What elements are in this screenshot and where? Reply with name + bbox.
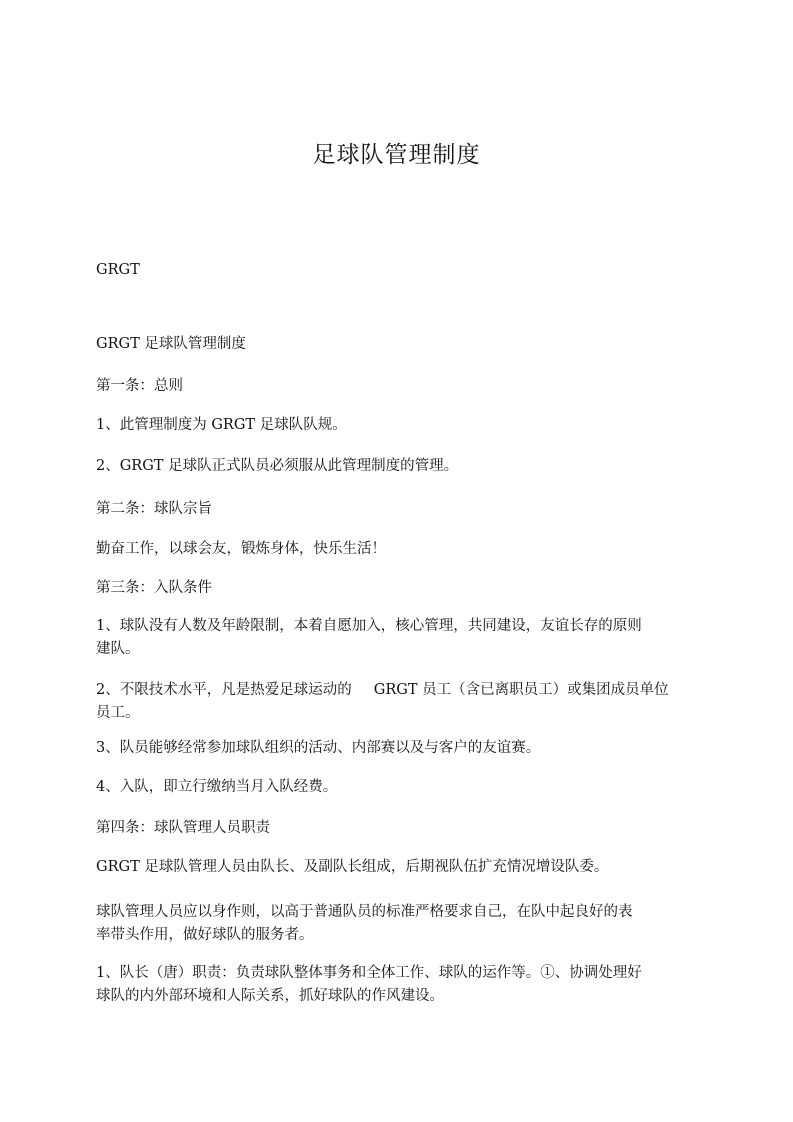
article-3-paragraph-2-part-1: 2、不限技术水平，凡是热爱足球运动的 (96, 682, 352, 698)
article-2-heading: 第二条：球队宗旨 (96, 501, 212, 517)
article-4-paragraph-2-line-1: 球队管理人员应以身作则，以高于普通队员的标准严格要求自己，在队中起良好的表 (96, 904, 633, 920)
article-4-paragraph-3-line-1: 1、队长（唐）职责：负责球队整体事务和全体工作、球队的运作等。①、协调处理好 (96, 965, 642, 981)
article-4-paragraph-2-line-2: 率带头作用，做好球队的服务者。 (96, 927, 314, 943)
article-3-paragraph-2-line-2: 员工。 (96, 705, 140, 721)
article-3-heading: 第三条：入队条件 (96, 580, 212, 596)
article-3-paragraph-3: 3、队员能够经常参加球队组织的活动、内部赛以及与客户的友谊赛。 (96, 740, 541, 756)
article-3-paragraph-4: 4、入队，即立行缴纳当月入队经费。 (96, 779, 338, 795)
org-name: GRGT (96, 262, 140, 278)
article-3-paragraph-2-part-2: GRGT 员工（含已离职员工）或集团成员单位 (373, 682, 669, 698)
article-3-paragraph-1-line-2: 建队。 (96, 641, 140, 657)
article-2-paragraph-1: 勤奋工作，以球会友，锻炼身体，快乐生活！ (96, 541, 386, 557)
article-1-paragraph-1: 1、此管理制度为 GRGT 足球队队规。 (96, 417, 347, 433)
article-3-paragraph-1-line-1: 1、球队没有人数及年龄限制，本着自愿加入，核心管理，共同建设，友谊长存的原则 (96, 618, 642, 634)
subtitle: GRGT 足球队管理制度 (96, 336, 246, 352)
article-4-paragraph-1: GRGT 足球队管理人员由队长、及副队长组成，后期视队伍扩充情况增设队委。 (96, 859, 609, 875)
article-1-paragraph-2: 2、GRGT 足球队正式队员必须服从此管理制度的管理。 (96, 458, 459, 474)
article-4-paragraph-3-line-2: 球队的内外部环境和人际关系，抓好球队的作风建设。 (96, 988, 444, 1004)
article-1-heading: 第一条：总则 (96, 378, 183, 394)
article-4-heading: 第四条：球队管理人员职责 (96, 820, 270, 836)
document-title: 足球队管理制度 (312, 142, 481, 168)
article-3-paragraph-2-line-1 (96, 678, 701, 702)
